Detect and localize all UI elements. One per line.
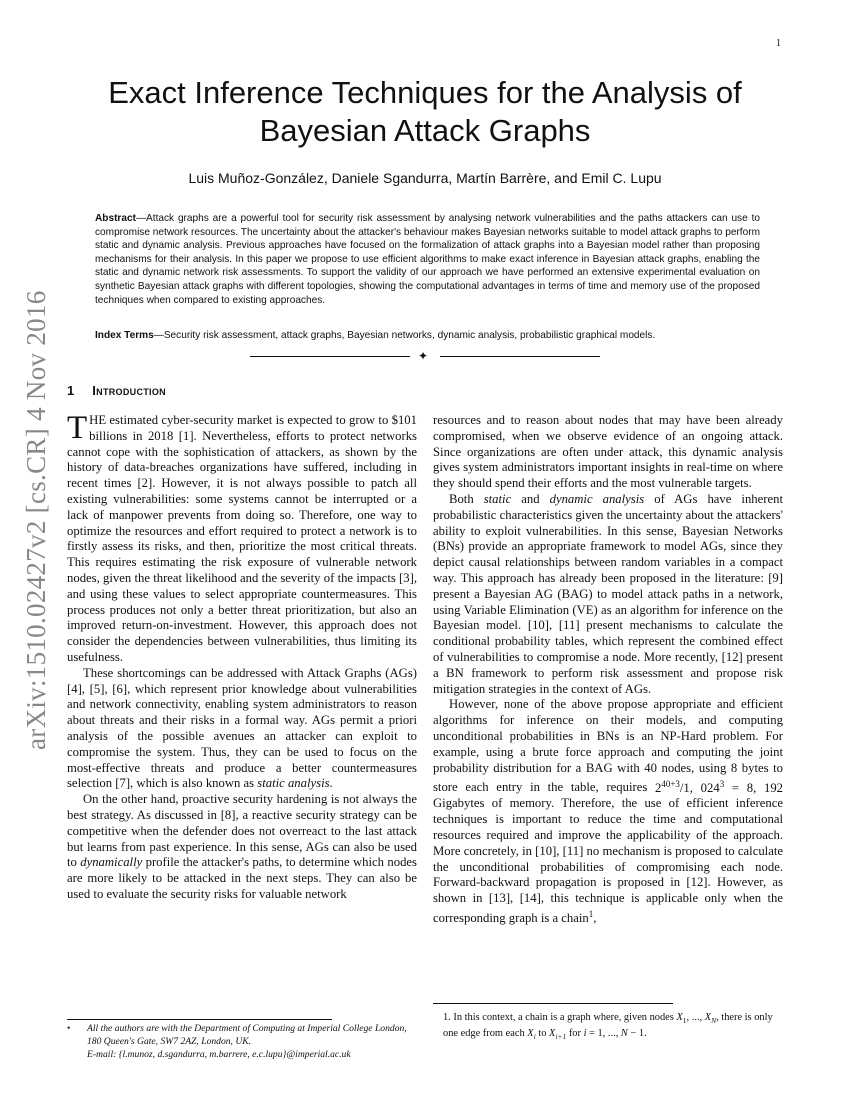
math-number: 8 [730, 760, 738, 775]
paragraph-text: of AGs have inherent probabilistic characteristics given the uncertainty about the attackers' ability to exploit vulnerabilities. In this sense, Bayesian Networks (BNs) provide an appropriate framework to model AGs, since they depict causal relationships between random variables in a compact way. This approach has already been proposed in the literature: [9] present a Bayesian AG (BAG) to model attack paths in a network, using Variable Elimination (VE) as an algorithm for inference on the Bayesian model. [10], [11] present mechanisms to calculate the conditional probability tables, which represent the combined effect of vulnerabilities to compromise a node. More recently, [12] present a BN framework to perform risk assessment and propose risk mitigation strategies in the context of AGs. [433, 491, 783, 696]
math-subscript: N [711, 1016, 717, 1026]
right-column [433, 413, 783, 927]
paragraph-text: profile the attacker's paths, to determine which nodes are more likely to be attacked in the next steps. They can also be used to evaluate the security risks for valuable network [67, 855, 417, 901]
math-variable: i [583, 1028, 587, 1040]
math-subscript: 1 [682, 1016, 687, 1026]
affiliation-email: E-mail: {l.munoz, d.sgandurra, m.barrere, e.c.lupu}@imperial.ac.uk [87, 1049, 351, 1060]
chain-definition-footnote [433, 1011, 785, 1044]
paragraph-text: . [329, 776, 333, 791]
opening-smallcaps: HE [89, 413, 107, 427]
math-variable: X [527, 1028, 534, 1040]
title-line-1: Exact Inference Techniques for the Analysis of [108, 75, 742, 110]
math-subscript: i [533, 1032, 536, 1042]
paragraph-text: However, none of the above propose appropriate and efficient algorithms for inference on their models, and computing unconditional probabilities in BNs is an NP-Hard problem. For example, using a brute force approach and computing the joint probability distribution for a BAG with [433, 697, 783, 775]
abstract [95, 212, 760, 307]
emphasis: static [483, 491, 512, 506]
math-expression [654, 778, 784, 795]
footnote-text [433, 1011, 785, 1044]
footnote-segment: to [535, 1028, 549, 1040]
abstract-lead: Abstract [95, 213, 136, 224]
title-line-2: Bayesian Attack Graphs [259, 113, 591, 148]
paragraph-text: Gigabytes of memory. Therefore, the use of efficient inference techniques is important to reduce the time and computational resources required and improve the applicability of the approach. More concretely, in [10], [11] no mechanism is proposed to calculate the unconditional probabilities of compromising each node. Forward-backward propagation is proposed in [12]. However, as shown in [13], [14], this technique is applicable only when the corresponding graph is a chain [433, 796, 783, 926]
intro-paragraph-1 [67, 410, 417, 666]
math-variable: X [704, 1012, 712, 1023]
footnote-segment: for [566, 1028, 584, 1040]
affiliation-footnote [67, 1022, 417, 1061]
paragraph-text: nodes, using [656, 760, 731, 775]
math-variable: N [620, 1028, 628, 1040]
intro-paragraph-6 [433, 697, 783, 927]
footnote-segment: = 1, ..., [586, 1028, 621, 1040]
abstract-text: —Attack graphs are a powerful tool for security risk assessment by analysing network vulnerabilities and the paths attackers can use to compromise network resources. The uncertainty about the attacker's behaviour makes Bayesian networks suitable to model attack graphs to perform static and dynamic analysis. Previous approaches have focused on the formalization of attack graphs into a Bayesian model rather than proposing mechanisms for their analysis. In this paper we propose to use efficient algorithms to make exact inference in Bayesian attack graphs, enabling the static and dynamic network risk assessments. To support the validity of our approach we have performed an extensive experimental evaluation on synthetic Bayesian attack graphs with different topologies, showing the computational advantages in terms of time and memory use of the proposed techniques when compared to existing approaches. [95, 213, 760, 306]
math-result: = 8, 192 [724, 780, 784, 795]
footnote-segment: , ..., [686, 1012, 705, 1023]
emphasis: static analysis [257, 776, 330, 791]
index-terms-lead: Index Terms [95, 330, 154, 341]
section-number: 1 [67, 383, 75, 398]
footnote-marker: 1 [588, 908, 594, 919]
bullet-icon: • [67, 1023, 71, 1034]
emphasis: dynamic analysis [549, 491, 645, 506]
footnote-segment: , there is only one edge from each [443, 1012, 773, 1040]
section-heading [67, 383, 166, 398]
math-exponent: 40+3 [661, 778, 680, 789]
paragraph-text: Both [449, 491, 484, 506]
math-number: 40 [644, 760, 657, 775]
paragraph-text: estimated cyber-security market is expected to grow to $101 billions in 2018 [1]. Nevertheless, efforts to protect networks cannot cope with the sophistication of attackers, as shown by the history of data-breaches organizations have suffered, including in recent times [2]. However, it is not always possible to patch all existing vulnerabilities: some systems cannot be interrupted or a lack of manpower prevents from doing so. Therefore, one way to optimize the resources and effort required to protect a network is to firstly assess its risks, and then, prioritize the most critical threats. This requires estimating the risk exposure of vulnerable network nodes, given the threat likelihood and the severity of the impacts [3], and using these values to select appropriate countermeasures. This process produces not only a better threat prioritization, but also an improved return-on-investment. However, this approach does not consider the dependencies between vulnerabilities, thus limiting its usefulness. [67, 413, 417, 664]
section-separator [250, 349, 600, 363]
footnote-segment: 1. In this context, a chain is a graph where, given nodes [443, 1012, 677, 1023]
paragraph-text: On the other hand, proactive security hardening is not always the best strategy. As discussed in [8], a reactive security strategy can be competitive when the defender does not overreact to the last attack but learns from past experience. In this sense, AGs can also be used to [67, 792, 417, 870]
index-terms [95, 329, 760, 343]
math-subscript: i+1 [555, 1032, 567, 1042]
intro-paragraph-3 [67, 792, 417, 903]
footnote-rule-right [433, 1003, 673, 1004]
separator-diamond-icon: ✦ [418, 349, 429, 363]
emphasis: dynamically [80, 855, 143, 870]
separator-rule-right [440, 356, 600, 357]
section-title: Introduction [92, 383, 166, 398]
arxiv-identifier-stamp: arXiv:1510.02427v2 [cs.CR] 4 Nov 2016 [21, 290, 51, 750]
paper-title [40, 74, 810, 150]
affiliation-text: All the authors are with the Department of Computing at Imperial College London, 180 Queen's Gate, SW7 2AZ, London, UK. [87, 1023, 407, 1047]
drop-cap: T [67, 410, 88, 446]
paragraph-text: , [593, 911, 597, 926]
math-divisor: /1, 024 [679, 780, 720, 795]
paragraph-text: bytes to store each entry in the table, requires [433, 760, 784, 795]
math-exponent: 3 [719, 778, 725, 789]
author-list: Luis Muñoz-González, Daniele Sgandurra, Martín Barrère, and Emil C. Lupu [188, 170, 662, 186]
left-column [67, 410, 417, 903]
paragraph-text: and [511, 491, 550, 506]
footnote-rule-left [67, 1019, 332, 1020]
intro-paragraph-4: resources and to reason about nodes that may have been already compromised, when we observe evidence of an ongoing attack. Since organizations are often under attack, this dynamic analysis gives system administrators important insights in real-time on where they should spend their efforts and the most vulnerable targets. [433, 413, 783, 491]
math-variable: X [548, 1028, 556, 1040]
index-terms-text: —Security risk assessment, attack graphs, Bayesian networks, dynamic analysis, probabilistic graphical models. [153, 330, 656, 341]
math-base: 2 [654, 780, 662, 795]
footnote-segment: − 1. [627, 1028, 647, 1040]
page-number: 1 [776, 38, 781, 49]
paragraph-text: These shortcomings can be addressed with Attack Graphs (AGs) [4], [5], [6], which represent prior knowledge about vulnerabilities and network connectivity, enabling system administrators to reason about threats and their risks in a formal way. AGs permit a priori analysis of the possible avenues an attacker can exploit to compromise the system. Thus, they can be used to focus on the most-effective threats and produce a better countermeasures selection [7], which is also known as [67, 665, 417, 791]
intro-paragraph-5 [433, 492, 783, 697]
math-variable: X [676, 1012, 683, 1023]
intro-paragraph-2 [67, 666, 417, 792]
separator-rule-left [250, 356, 410, 357]
